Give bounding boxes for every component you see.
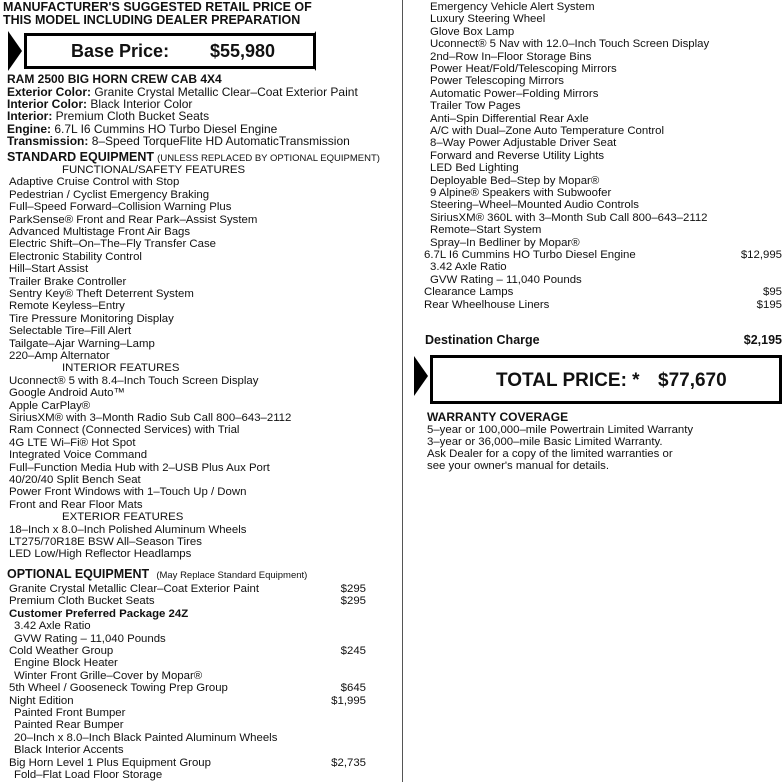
option-item: 20–Inch x 8.0–Inch Black Painted Aluminum Wheels — [14, 731, 278, 744]
standard-item: Tailgate–Ajar Warning–Lamp — [9, 337, 155, 350]
option-item: 9 Alpine® Speakers with Subwoofer — [430, 187, 612, 199]
transmission-label: Transmission: — [7, 134, 89, 148]
optional-equipment-title: OPTIONAL EQUIPMENT — [7, 567, 150, 581]
option-item: Night Edition — [9, 694, 74, 707]
option-item: 3.42 Axle Ratio — [14, 620, 91, 633]
interior-value: Premium Cloth Bucket Seats — [52, 109, 210, 123]
msrp-header-line1: MANUFACTURER'S SUGGESTED RETAIL PRICE OF — [3, 0, 312, 14]
option-item: Power Heat/Fold/Telescoping Mirrors — [430, 63, 617, 75]
standard-item: Remote Keyless–Entry — [9, 300, 125, 313]
standard-item: 18–Inch x 8.0–Inch Polished Aluminum Wheels — [9, 523, 247, 536]
interior-color-value: Black Interior Color — [87, 97, 193, 111]
option-item: Premium Cloth Bucket Seats — [9, 595, 155, 608]
option-item: Luxury Steering Wheel — [430, 13, 546, 26]
standard-item: Uconnect® 5 with 8.4–Inch Touch Screen Display — [9, 374, 259, 387]
standard-item: Electric Shift–On–The–Fly Transfer Case — [9, 238, 217, 251]
msrp-header-line2: THIS MODEL INCLUDING DEALER PREPARATION — [3, 13, 301, 27]
destination-charge-price: $2,195 — [743, 333, 782, 347]
option-price: $1,995 — [331, 694, 366, 707]
option-item: Emergency Vehicle Alert System — [430, 1, 595, 13]
standard-item: Apple CarPlay® — [9, 399, 91, 412]
standard-item: Pedestrian / Cyclist Emergency Braking — [9, 188, 210, 201]
standard-equipment-title: STANDARD EQUIPMENT — [7, 150, 154, 164]
standard-item: ParkSense® Front and Rear Park–Assist System — [9, 213, 258, 226]
interior-features-subheading: INTERIOR FEATURES — [62, 362, 180, 375]
standard-item: 4G LTE Wi–Fi® Hot Spot — [9, 436, 136, 449]
transmission-row — [7, 135, 350, 147]
option-price: $645 — [340, 682, 366, 695]
base-price-left-arrow-icon — [8, 31, 22, 71]
standard-item: Adaptive Cruise Control with Stop — [9, 176, 180, 189]
transmission-value: 8–Speed TorqueFlite HD AutomaticTransmission — [88, 134, 350, 148]
standard-item: 40/20/40 Split Bench Seat — [9, 474, 141, 486]
standard-item: Integrated Voice Command — [9, 449, 148, 462]
standard-equipment-heading — [7, 151, 380, 165]
option-price: $295 — [340, 595, 366, 608]
option-item: Glove Box Lamp — [430, 25, 515, 38]
option-item: Automatic Power–Folding Mirrors — [430, 87, 599, 100]
option-item: 5th Wheel / Gooseneck Towing Prep Group — [9, 682, 228, 695]
option-item: Granite Crystal Metallic Clear–Coat Exterior Paint — [9, 583, 260, 595]
option-item: Steering–Wheel–Mounted Audio Controls — [430, 199, 639, 212]
total-price-label: TOTAL PRICE: * — [496, 370, 640, 391]
standard-item: 220–Amp Alternator — [9, 350, 110, 362]
vehicle-model: RAM 2500 BIG HORN CREW CAB 4X4 — [7, 72, 222, 86]
option-item: Black Interior Accents — [14, 744, 124, 757]
standard-item: Google Android Auto™ — [9, 387, 125, 400]
option-price: $2,735 — [331, 756, 366, 769]
option-item: Fold–Flat Load Floor Storage — [14, 769, 163, 781]
option-item: Spray–In Bedliner by Mopar® — [430, 236, 580, 249]
standard-item: Electronic Stability Control — [9, 250, 142, 263]
standard-item: SiriusXM® with 3–Month Radio Sub Call 800–643–2112 — [9, 412, 292, 424]
total-price-arrow-icon — [414, 356, 428, 396]
standard-item: Advanced Multistage Front Air Bags — [9, 226, 191, 238]
option-item: SiriusXM® 360L with 3–Month Sub Call 800–643–2112 — [430, 211, 708, 224]
option-item: Clearance Lamps — [424, 286, 514, 299]
standard-item: LT275/70R18E BSW All–Season Tires — [9, 536, 202, 548]
option-item: 6.7L I6 Cummins HO Turbo Diesel Engine — [424, 249, 636, 261]
option-item: Painted Front Bumper — [14, 707, 126, 719]
option-item: Forward and Reverse Utility Lights — [430, 149, 605, 162]
standard-equipment-note: (UNLESS REPLACED BY OPTIONAL EQUIPMENT) — [157, 153, 380, 164]
option-item: 3.42 Axle Ratio — [430, 261, 507, 274]
option-item: A/C with Dual–Zone Auto Temperature Control — [430, 125, 665, 137]
optional-equipment-note: (May Replace Standard Equipment) — [156, 570, 308, 581]
option-item: Deployable Bed–Step by Mopar® — [430, 174, 600, 187]
option-item: Anti–Spin Differential Rear Axle — [430, 112, 589, 125]
option-item: Power Telescoping Mirrors — [430, 75, 564, 88]
exterior-features-subheading: EXTERIOR FEATURES — [62, 511, 184, 524]
base-price-label: Base Price: — [71, 41, 170, 61]
standard-item: LED Low/High Reflector Headlamps — [9, 548, 192, 561]
option-item: Remote–Start System — [430, 224, 542, 237]
option-item: GVW Rating – 11,040 Pounds — [430, 273, 582, 286]
option-item: LED Bed Lighting — [430, 162, 519, 175]
exterior-color-value: Granite Crystal Metallic Clear–Coat Exterior Paint — [91, 85, 358, 99]
interior-row — [7, 110, 209, 122]
option-item: Rear Wheelhouse Liners — [424, 298, 550, 311]
destination-charge-label: Destination Charge — [425, 333, 540, 347]
optional-equipment-heading — [7, 568, 307, 582]
base-price-value: $55,980 — [210, 41, 276, 61]
warranty-title: WARRANTY COVERAGE — [427, 410, 569, 424]
standard-item: Tire Pressure Monitoring Display — [9, 312, 174, 325]
engine-value: 6.7L I6 Cummins HO Turbo Diesel Engine — [51, 122, 278, 136]
standard-item: Hill–Start Assist — [9, 263, 89, 276]
option-item: 8–Way Power Adjustable Driver Seat — [430, 137, 617, 150]
option-item: Cold Weather Group — [9, 645, 114, 657]
option-item: Engine Block Heater — [14, 657, 118, 670]
interior-label: Interior: — [7, 109, 53, 123]
total-price-box — [430, 355, 782, 404]
option-price: $95 — [762, 286, 782, 299]
standard-item: Full–Speed Forward–Collision Warning Plus — [9, 201, 232, 214]
option-item: Big Horn Level 1 Plus Equipment Group — [9, 756, 211, 769]
base-price-box — [24, 33, 316, 69]
option-item: Uconnect® 5 Nav with 12.0–Inch Touch Screen Display — [430, 38, 710, 51]
exterior-color-label: Exterior Color: — [7, 85, 92, 99]
warranty-line: see your owner's manual for details. — [427, 460, 609, 472]
warranty-line: Ask Dealer for a copy of the limited warranties or — [427, 448, 673, 460]
option-item: Trailer Tow Pages — [430, 100, 521, 113]
option-price: $245 — [340, 645, 366, 657]
package-name: Customer Preferred Package 24Z — [9, 607, 189, 620]
option-item: 2nd–Row In–Floor Storage Bins — [430, 50, 592, 63]
standard-item: Ram Connect (Connected Services) with Trial — [9, 424, 240, 437]
option-price: $12,995 — [740, 249, 782, 261]
total-price-value: $77,670 — [658, 370, 727, 391]
interior-color-label: Interior Color: — [7, 97, 87, 111]
warranty-line: 3–year or 36,000–mile Basic Limited Warranty. — [427, 436, 663, 448]
warranty-line: 5–year or 100,000–mile Powertrain Limited Warranty — [427, 424, 694, 436]
right-column — [402, 0, 782, 782]
option-price: $195 — [756, 298, 782, 311]
standard-item: Sentry Key® Theft Deterrent System — [9, 288, 194, 300]
option-price: $295 — [340, 583, 366, 595]
option-item: GVW Rating – 11,040 Pounds — [14, 632, 166, 645]
standard-item: Front and Rear Floor Mats — [9, 498, 143, 511]
standard-item: Trailer Brake Controller — [9, 275, 127, 288]
functional-safety-subheading: FUNCTIONAL/SAFETY FEATURES — [62, 164, 246, 176]
engine-label: Engine: — [7, 122, 51, 136]
standard-item: Power Front Windows with 1–Touch Up / Down — [9, 486, 247, 499]
option-item: Painted Rear Bumper — [14, 719, 124, 732]
standard-item: Selectable Tire–Fill Alert — [9, 325, 132, 338]
standard-item: Full–Function Media Hub with 2–USB Plus Aux Port — [9, 461, 270, 474]
option-item: Winter Front Grille–Cover by Mopar® — [14, 669, 203, 682]
